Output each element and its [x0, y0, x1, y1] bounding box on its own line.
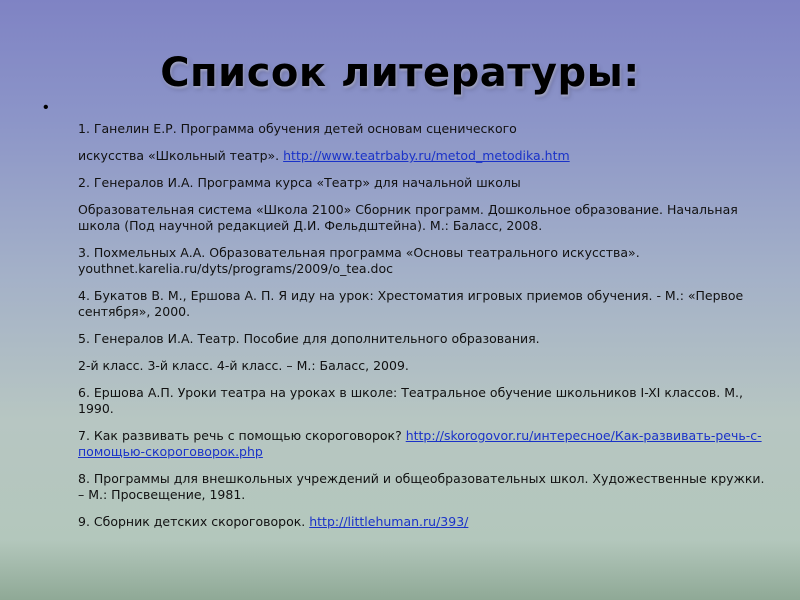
list-item [78, 385, 768, 417]
list-item [78, 514, 768, 530]
list-item [78, 175, 768, 191]
list-item [78, 331, 768, 347]
list-item [78, 121, 768, 137]
item-text: 8. Программы для внешкольных учреждений и общеобразовательных школ. Художественные кружки. – М.: Просвещение, 1981. [78, 471, 765, 502]
list-item [78, 428, 768, 460]
item-link[interactable]: http://www.teatrbaby.ru/metod_metodika.htm [283, 148, 570, 163]
item-link[interactable]: http://littlehuman.ru/393/ [309, 514, 469, 529]
item-text: 2-й класс. 3-й класс. 4-й класс. – М.: Баласс, 2009. [78, 358, 409, 373]
bullet-marker: • [43, 99, 49, 116]
list-item [78, 288, 768, 320]
bibliography-list [78, 121, 768, 541]
item-text: 9. Сборник детских скороговорок. [78, 514, 310, 529]
item-text: 1. Ганелин Е.Р. Программа обучения детей основам сценического [78, 121, 517, 136]
slide-title: Список литературы: [160, 50, 640, 96]
item-text: 3. Похмельных А.А. Образовательная программа «Основы театрального искусства». youthnet.karelia.ru/dyts/programs/2009/o_tea.doc [78, 245, 640, 276]
item-text: Образовательная система «Школа 2100» Сборник программ. Дошкольное образование. Начальная школа (Под научной редакцией Д.И. Фельдштейна). М.: Баласс, 2008. [78, 202, 738, 233]
list-item [78, 148, 768, 164]
item-text: 6. Ершова А.П. Уроки театра на уроках в школе: Театральное обучение школьников I-XI классов. М., 1990. [78, 385, 743, 416]
item-text: 5. Генералов И.А. Театр. Пособие для дополнительного образования. [78, 331, 540, 346]
item-text: 7. Как развивать речь с помощью скороговорок? [78, 428, 406, 443]
item-text: 2. Генералов И.А. Программа курса «Театр» для начальной школы [78, 175, 521, 190]
list-item [78, 358, 768, 374]
list-item [78, 202, 768, 234]
item-text: 4. Букатов В. М., Ершова А. П. Я иду на урок: Хрестоматия игровых приемов обучения. - М.: «Первое сентября», 2000. [78, 288, 744, 319]
item-text: искусства «Школьный театр». [78, 148, 284, 163]
item-link[interactable]: http://skorogovor.ru/интересное/Как-развивать-речь-с-помощью-скороговорок.php [78, 428, 762, 459]
list-item [78, 245, 768, 277]
list-item [78, 471, 768, 503]
